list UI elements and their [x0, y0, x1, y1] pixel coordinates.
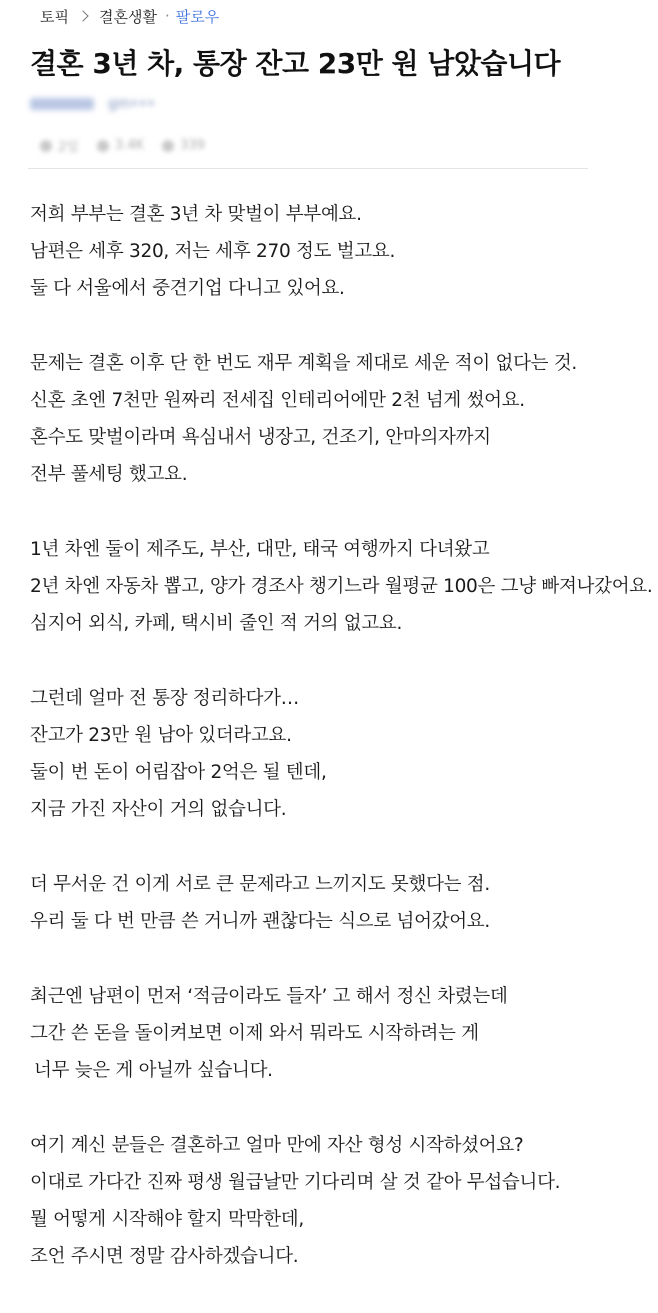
post-line: 너무 늦은 게 아닐까 싶습니다.: [34, 1060, 273, 1081]
post-paragraph: [30, 196, 658, 307]
post-views: 3.4K: [114, 138, 145, 153]
follow-button[interactable]: 팔로우: [175, 7, 220, 26]
post-comments-stat[interactable]: [162, 138, 205, 153]
post-line: 이대로 가다간 진짜 평생 월급날만 기다리며 살 것 같아 무섭습니다.: [30, 1172, 561, 1193]
post-line: 둘 다 서울에서 중견기업 다니고 있어요.: [30, 278, 345, 299]
post-line: 심지어 외식, 카페, 택시비 줄인 적 거의 없고요.: [30, 613, 403, 634]
eye-icon: [97, 140, 109, 152]
comment-icon: [162, 140, 174, 152]
breadcrumb: [40, 4, 219, 28]
breadcrumb-separator: ·: [164, 7, 170, 25]
post-line: 여기 계신 분들은 결혼하고 얼마 만에 자산 형성 시작하셨어요?: [30, 1135, 524, 1156]
post-line: 더 무서운 건 이게 서로 큰 문제라고 느끼지도 못했다는 점.: [30, 874, 490, 895]
post-paragraph: [30, 1127, 658, 1275]
author-company-redacted: ㅤㅤ: [30, 98, 94, 110]
breadcrumb-category-link[interactable]: 결혼생활: [98, 7, 157, 26]
post-line: 조언 주시면 정말 감사하겠습니다.: [30, 1246, 299, 1267]
author-info[interactable]: [30, 96, 156, 117]
chevron-right-icon: [77, 10, 88, 21]
post-comments: 339: [180, 138, 205, 153]
post-line: 전부 풀세팅 했고요.: [30, 464, 188, 485]
post-body: [30, 196, 658, 1313]
post-line: 문제는 결혼 이후 단 한 번도 재무 계획을 제대로 세운 적이 없다는 것.: [30, 353, 577, 374]
post-time-stat: [40, 136, 79, 155]
post-line: 2년 차엔 자동차 뽑고, 양가 경조사 챙기느라 월평균 100은 그냥 빠져나갔어요.: [30, 576, 653, 597]
header-divider: [28, 168, 588, 169]
post-paragraph: [30, 531, 658, 642]
post-title: 결혼 3년 차, 통장 잔고 23만 원 남았습니다: [30, 47, 561, 80]
post-paragraph: [30, 345, 658, 493]
post-line: 지금 가진 자산이 거의 없습니다.: [30, 799, 287, 820]
post-line: 둘이 번 돈이 어림잡아 2억은 될 텐데,: [30, 762, 327, 783]
author-nickname-redacted[interactable]: gm•••: [108, 96, 156, 112]
post-line: 1년 차엔 둘이 제주도, 부산, 대만, 태국 여행까지 다녀왔고: [30, 539, 490, 560]
post-line: 잔고가 23만 원 남아 있더라고요.: [30, 725, 292, 746]
post-stats: [40, 136, 205, 155]
post-line: 남편은 세후 320, 저는 세후 270 정도 벌고요.: [30, 241, 396, 262]
post-line: 신혼 초엔 7천만 원짜리 전세집 인테리어에만 2천 넘게 썼어요.: [30, 390, 525, 411]
post-paragraph: [30, 978, 658, 1089]
post-views-stat: [97, 138, 144, 153]
post-line: 그간 쓴 돈을 돌이켜보면 이제 와서 뭐라도 시작하려는 게: [30, 1023, 479, 1044]
post-paragraph: [30, 866, 658, 940]
post-line: 저희 부부는 결혼 3년 차 맞벌이 부부예요.: [30, 204, 362, 225]
post-time: 2일: [58, 140, 79, 155]
post-line: 뭘 어떻게 시작해야 할지 막막한데,: [30, 1209, 304, 1230]
breadcrumb-topic-link[interactable]: 토픽: [40, 7, 69, 26]
clock-icon: [40, 140, 52, 152]
post-line: 혼수도 맞벌이라며 욕심내서 냉장고, 건조기, 안마의자까지: [30, 427, 491, 448]
post-paragraph: [30, 680, 658, 828]
post-line: 최근엔 남편이 먼저 ‘적금이라도 들자’ 고 해서 정신 차렸는데: [30, 986, 508, 1007]
post-line: 우리 둘 다 번 만큼 쓴 거니까 괜찮다는 식으로 넘어갔어요.: [30, 911, 490, 932]
post-line: 그런데 얼마 전 통장 정리하다가…: [30, 688, 299, 709]
